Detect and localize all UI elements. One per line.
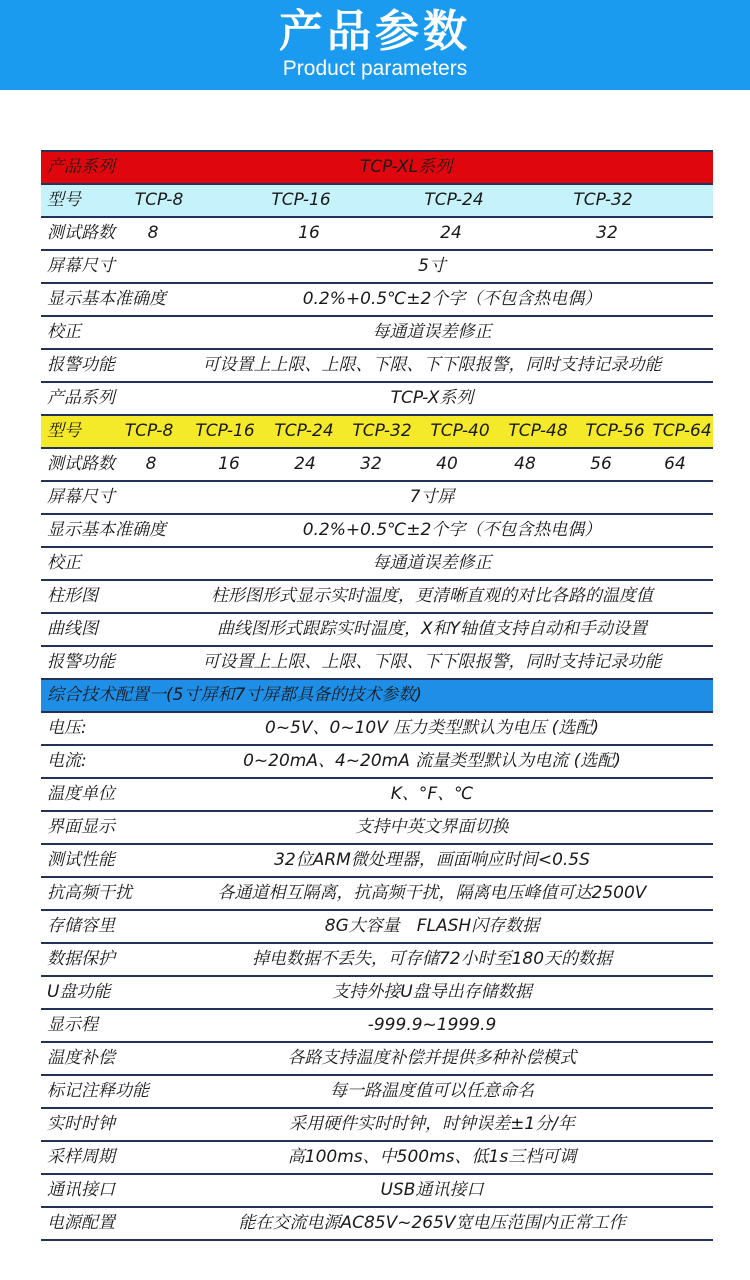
xl-accuracy-row — [41, 284, 713, 317]
model-cell: TCP-16 — [271, 190, 331, 210]
page-header — [0, 0, 750, 90]
spec-value: 掉电数据不丢失，可存储72小时至180天的数据 — [251, 949, 613, 969]
xl-model-row — [41, 185, 713, 218]
spec-row-usb-disk — [41, 977, 713, 1010]
model-cell: TCP-8 — [134, 190, 184, 210]
model-cell: TCP-16 — [195, 421, 255, 441]
x-calibration-row — [41, 548, 713, 581]
spec-label: 电压: — [47, 718, 87, 738]
series-label: 产品系列 — [47, 157, 115, 177]
spec-value: 各通道相互隔离，抗高频干扰，隔离电压峰值可达2500V — [217, 883, 647, 903]
channels-cell: 16 — [218, 454, 240, 474]
spec-value: 支持外接U盘导出存储数据 — [332, 982, 532, 1002]
model-cell: TCP-24 — [274, 421, 334, 441]
parameters-table — [41, 150, 713, 1241]
model-cell: TCP-32 — [573, 190, 633, 210]
spec-value: 支持中英文界面切换 — [355, 817, 509, 837]
channels-cell: 32 — [360, 454, 382, 474]
alarm-label: 报警功能 — [47, 355, 115, 375]
channels-cell: 8 — [147, 223, 159, 243]
channels-cell: 24 — [440, 223, 462, 243]
x-curve-chart-row — [41, 614, 713, 647]
spec-value: 0~5V、0~10V 压力类型默认为电压 (选配) — [265, 718, 599, 738]
spec-label: 电源配置 — [47, 1213, 115, 1233]
spec-label: 数据保护 — [47, 949, 115, 969]
calibration-value: 每通道误差修正 — [372, 553, 492, 573]
xl-calibration-row — [41, 317, 713, 350]
spec-row-storage — [41, 911, 713, 944]
model-label: 型号 — [47, 190, 81, 210]
channels-cell: 56 — [590, 454, 612, 474]
spec-row-display-range — [41, 1010, 713, 1043]
channels-cell: 64 — [664, 454, 686, 474]
page-subtitle: Product parameters — [282, 57, 468, 80]
alarm-value: 可设置上上限、上限、下限、下下限报警，同时支持记录功能 — [202, 652, 662, 672]
channels-label: 测试路数 — [47, 223, 115, 243]
bar-chart-value: 柱形图形式显示实时温度，更清晰直观的对比各路的温度值 — [211, 586, 653, 606]
x-model-row — [41, 416, 713, 449]
spec-label: 测试性能 — [47, 850, 115, 870]
spec-row-clock — [41, 1109, 713, 1142]
spec-row-voltage — [41, 713, 713, 746]
accuracy-label: 显示基本准确度 — [47, 289, 166, 309]
screen-value: 5寸 — [418, 256, 446, 276]
calibration-label: 校正 — [47, 322, 81, 342]
channels-cell: 8 — [145, 454, 157, 474]
spec-value: 各路支持温度补偿并提供多种补偿模式 — [287, 1048, 577, 1068]
spec-label: 实时时钟 — [47, 1114, 115, 1134]
spec-label: U盘功能 — [47, 982, 111, 1002]
model-cell: TCP-8 — [124, 421, 174, 441]
x-series-row — [41, 383, 713, 416]
model-cell: TCP-64 — [652, 421, 712, 441]
spec-row-comm — [41, 1175, 713, 1208]
spec-row-current — [41, 746, 713, 779]
xl-channels-row — [41, 218, 713, 251]
spec-label: 存储容里 — [47, 916, 115, 936]
xl-alarm-row — [41, 350, 713, 383]
spec-row-interface — [41, 812, 713, 845]
model-cell: TCP-48 — [508, 421, 568, 441]
spec-label: 温度补偿 — [47, 1048, 115, 1068]
spec-label: 界面显示 — [47, 817, 115, 837]
model-cell: TCP-32 — [352, 421, 412, 441]
spec-value: 高100ms、中500ms、低1s三档可调 — [287, 1147, 577, 1167]
spec-label: 温度单位 — [47, 784, 115, 804]
spec-label: 通讯接口 — [47, 1180, 115, 1200]
spec-row-temp-compensation — [41, 1043, 713, 1076]
bar-chart-label: 柱形图 — [47, 586, 98, 606]
series-value: TCP-X系列 — [390, 388, 474, 408]
alarm-label: 报警功能 — [47, 652, 115, 672]
alarm-value: 可设置上上限、上限、下限、下下限报警，同时支持记录功能 — [202, 355, 662, 375]
spec-label: 电流: — [47, 751, 87, 771]
screen-label: 屏幕尺寸 — [47, 487, 115, 507]
spec-row-data-protection — [41, 944, 713, 977]
spec-row-sampling — [41, 1142, 713, 1175]
spec-value: K、°F、℃ — [390, 784, 474, 804]
common-section-header — [41, 680, 713, 713]
xl-screen-row — [41, 251, 713, 284]
section-title: 综合技术配置一(5寸屏和7寸屏都具备的技术参数) — [47, 685, 422, 705]
channels-cell: 24 — [294, 454, 316, 474]
spec-row-temp-unit — [41, 779, 713, 812]
series-value: TCP-XL系列 — [359, 157, 453, 177]
model-label: 型号 — [47, 421, 81, 441]
spec-value: 8G大容量 FLASH闪存数据 — [324, 916, 540, 936]
spec-value: 0~20mA、4~20mA 流量类型默认为电流 (选配) — [243, 751, 621, 771]
spec-label: 采样周期 — [47, 1147, 115, 1167]
spec-row-performance — [41, 845, 713, 878]
channels-cell: 32 — [596, 223, 618, 243]
spec-label: 标记注释功能 — [47, 1081, 149, 1101]
page-title: 产品参数 — [279, 6, 471, 57]
spec-label: 显示程 — [47, 1015, 98, 1035]
accuracy-value: 0.2%+0.5℃±2个字（不包含热电偶） — [302, 289, 602, 309]
model-cell: TCP-24 — [424, 190, 484, 210]
calibration-label: 校正 — [47, 553, 81, 573]
spec-row-interference — [41, 878, 713, 911]
spec-value: 采用硬件实时时钟，时钟误差±1分/年 — [289, 1114, 575, 1134]
x-alarm-row — [41, 647, 713, 680]
spec-value: USB通讯接口 — [380, 1180, 484, 1200]
spec-row-annotation — [41, 1076, 713, 1109]
curve-chart-value: 曲线图形式跟踪实时温度，X和Y轴值支持自动和手动设置 — [216, 619, 648, 639]
channels-cell: 48 — [514, 454, 536, 474]
calibration-value: 每通道误差修正 — [372, 322, 492, 342]
accuracy-label: 显示基本准确度 — [47, 520, 166, 540]
accuracy-value: 0.2%+0.5℃±2个字（不包含热电偶） — [302, 520, 602, 540]
channels-cell: 16 — [298, 223, 320, 243]
channels-cell: 40 — [436, 454, 458, 474]
x-bar-chart-row — [41, 581, 713, 614]
x-accuracy-row — [41, 515, 713, 548]
x-screen-row — [41, 482, 713, 515]
spec-row-power — [41, 1208, 713, 1241]
xl-series-row — [41, 152, 713, 185]
spec-label: 抗高频干扰 — [47, 883, 132, 903]
spec-value: -999.9~1999.9 — [367, 1015, 497, 1035]
spec-value: 能在交流电源AC85V~265V宽电压范围内正常工作 — [238, 1213, 626, 1233]
model-cell: TCP-40 — [430, 421, 490, 441]
series-label: 产品系列 — [47, 388, 115, 408]
spec-value: 每一路温度值可以任意命名 — [330, 1081, 534, 1101]
x-channels-row — [41, 449, 713, 482]
screen-value: 7寸屏 — [409, 487, 455, 507]
screen-label: 屏幕尺寸 — [47, 256, 115, 276]
curve-chart-label: 曲线图 — [47, 619, 98, 639]
model-cell: TCP-56 — [585, 421, 645, 441]
channels-label: 测试路数 — [47, 454, 115, 474]
spec-value: 32位ARM微处理器，画面响应时间<0.5S — [274, 850, 590, 870]
